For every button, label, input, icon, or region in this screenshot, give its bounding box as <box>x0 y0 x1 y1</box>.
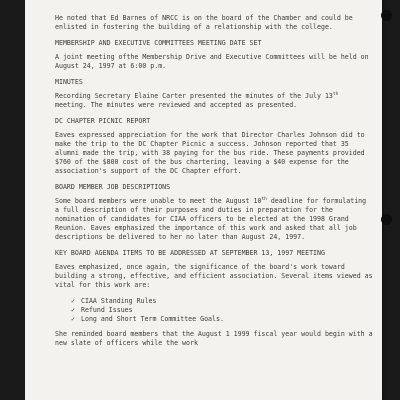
section-body-minutes <box>55 92 373 110</box>
intro-paragraph: He noted that Ed Barnes of NRCC is on the board of the Chamber and could be enlisted in fostering the building of a relationship with the college. <box>55 14 353 31</box>
list-item: ✓ CIAA Standing Rules <box>71 297 157 305</box>
document-content <box>55 14 373 355</box>
punch-hole <box>381 214 392 225</box>
check-icon: ✓ <box>71 306 75 314</box>
section-heading-meeting-date: MEMBERSHIP AND EXECUTIVE COMMITTEES MEETING DATE SET <box>55 39 262 47</box>
punch-hole <box>381 10 392 21</box>
section-heading-job-descriptions: BOARD MEMBER JOB DESCRIPTIONS <box>55 183 171 191</box>
section-body-agenda: Eaves emphasized, once again, the significance of the board's work toward building a strong, effective, and efficient association. Several items viewed as vital for this work are: <box>55 263 373 289</box>
section-heading-picnic: DC CHAPTER PICNIC REPORT <box>55 117 151 125</box>
section-heading-minutes: MINUTES <box>55 78 83 86</box>
job-ordinal: th <box>261 196 267 202</box>
list-item: ✓ Refund Issues <box>71 306 133 314</box>
closing-paragraph: She reminded board members that the August 1 1999 fiscal year would begin with a new slate of officers while the work <box>55 330 373 347</box>
minutes-text-end: meeting. The minutes were reviewed and accepted as presented. <box>55 101 298 109</box>
section-heading-agenda: KEY BOARD AGENDA ITEMS TO BE ADDRESSED AT SEPTEMBER 13, 1997 MEETING <box>55 249 325 257</box>
check-icon: ✓ <box>71 315 75 323</box>
document-page <box>25 0 382 400</box>
job-text-start: Some board members were unable to meet the August 10 <box>55 197 262 205</box>
minutes-text-start: Recording Secretary Elaine Carter presented the minutes of the July 13 <box>55 92 333 100</box>
job-text-end: deadline for formulating a full description of their purposes and duties in preparation for the nomination of candidates for CIAA officers to be elected at the 1998 Grand Reunion. Eaves emphasized the importance of this work and asked that all job descriptions be delivered to her no later than August 24, 1997. <box>55 197 367 241</box>
section-body-job-descriptions <box>55 197 373 242</box>
agenda-list <box>55 297 373 324</box>
check-icon: ✓ <box>71 297 75 305</box>
minutes-ordinal: th <box>332 91 339 97</box>
section-body-meeting-date: A joint meeting ofthe Membership Drive and Executive Committees will be held on August 24, 1997 at 6:00 p.m. <box>55 53 369 70</box>
section-body-picnic: Eaves expressed appreciation for the work that Director Charles Johnson did to make the trip to the DC Chapter Picnic a success. Johnson reported that 35 alumni made the trip, with 38 paying for the bus ride. These payments provided $760 of the $800 cost of the bus chartering, leaving a $40 expense for the association's support of the DC Chapter effort. <box>55 131 365 175</box>
list-item: ✓ Long and Short Term Committee Goals. <box>71 315 224 323</box>
